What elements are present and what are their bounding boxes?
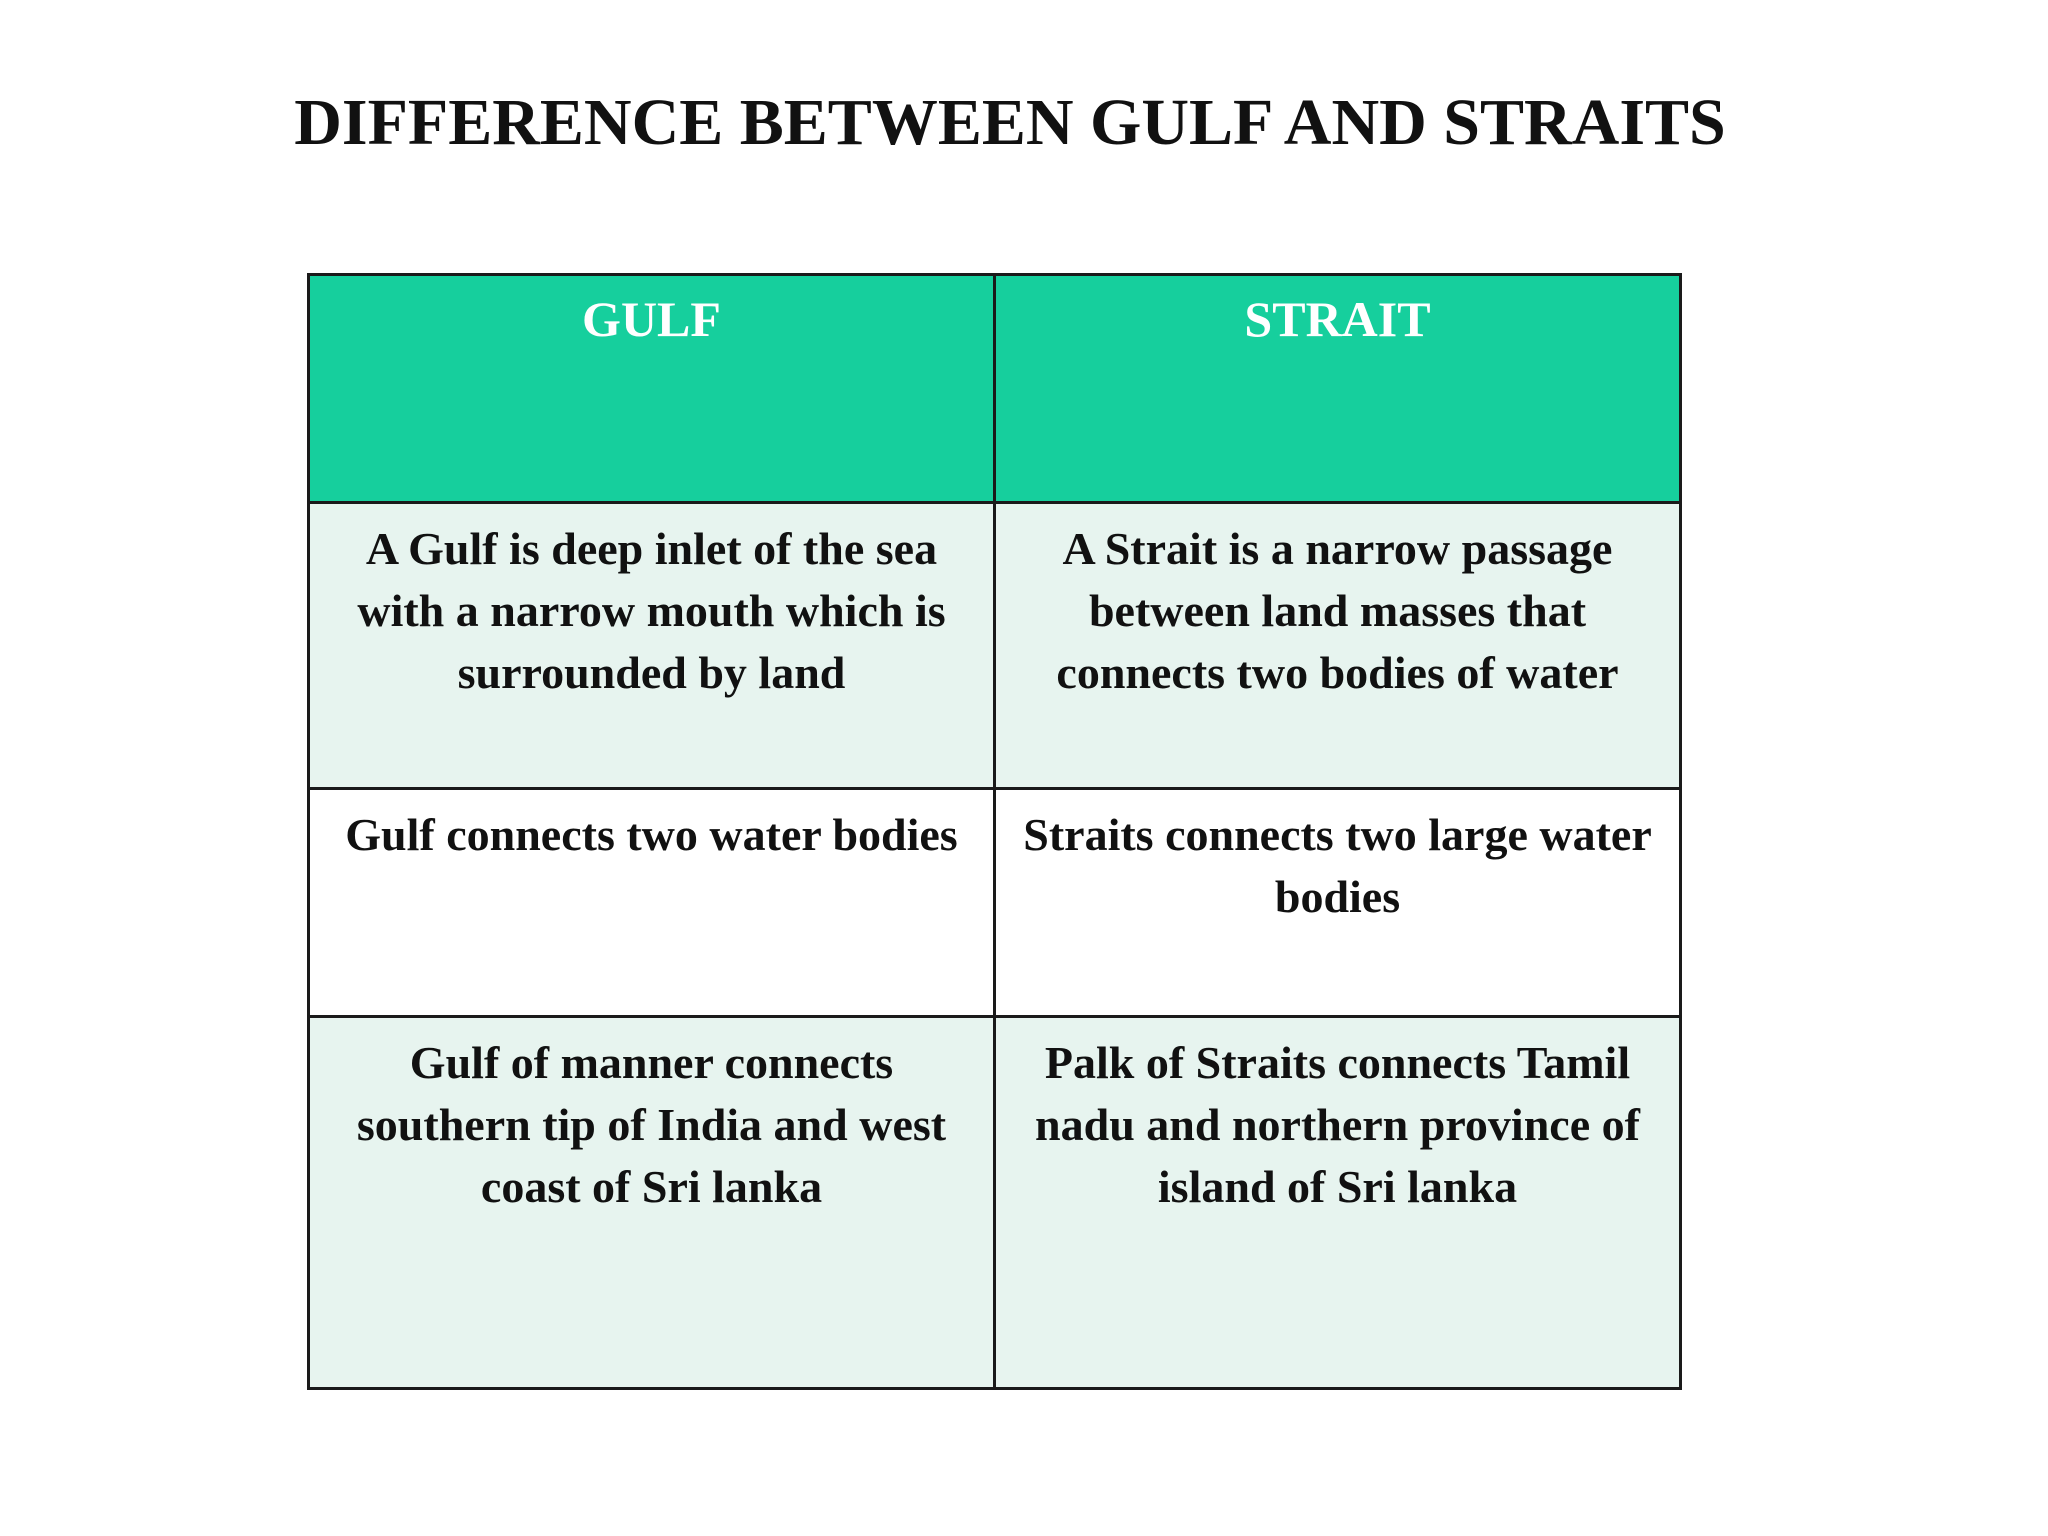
table-row <box>309 789 1681 1017</box>
strait-connection-cell: Straits connects two large water bodies <box>995 789 1681 1017</box>
table-row <box>309 503 1681 789</box>
header-gulf: GULF <box>309 275 995 503</box>
table-header-row <box>309 275 1681 503</box>
strait-example-cell: Palk of Straits connects Tamil nadu and northern province of island of Sri lanka <box>995 1017 1681 1389</box>
strait-definition-cell: A Strait is a narrow passage between land masses that connects two bodies of water <box>995 503 1681 789</box>
table-row <box>309 1017 1681 1389</box>
slide-title: DIFFERENCE BETWEEN GULF AND STRAITS <box>294 86 1726 159</box>
header-strait: STRAIT <box>995 275 1681 503</box>
comparison-table <box>307 273 1682 1390</box>
gulf-connection-cell: Gulf connects two water bodies <box>309 789 995 1017</box>
gulf-example-cell: Gulf of manner connects southern tip of India and west coast of Sri lanka <box>309 1017 995 1389</box>
gulf-definition-cell: A Gulf is deep inlet of the sea with a narrow mouth which is surrounded by land <box>309 503 995 789</box>
